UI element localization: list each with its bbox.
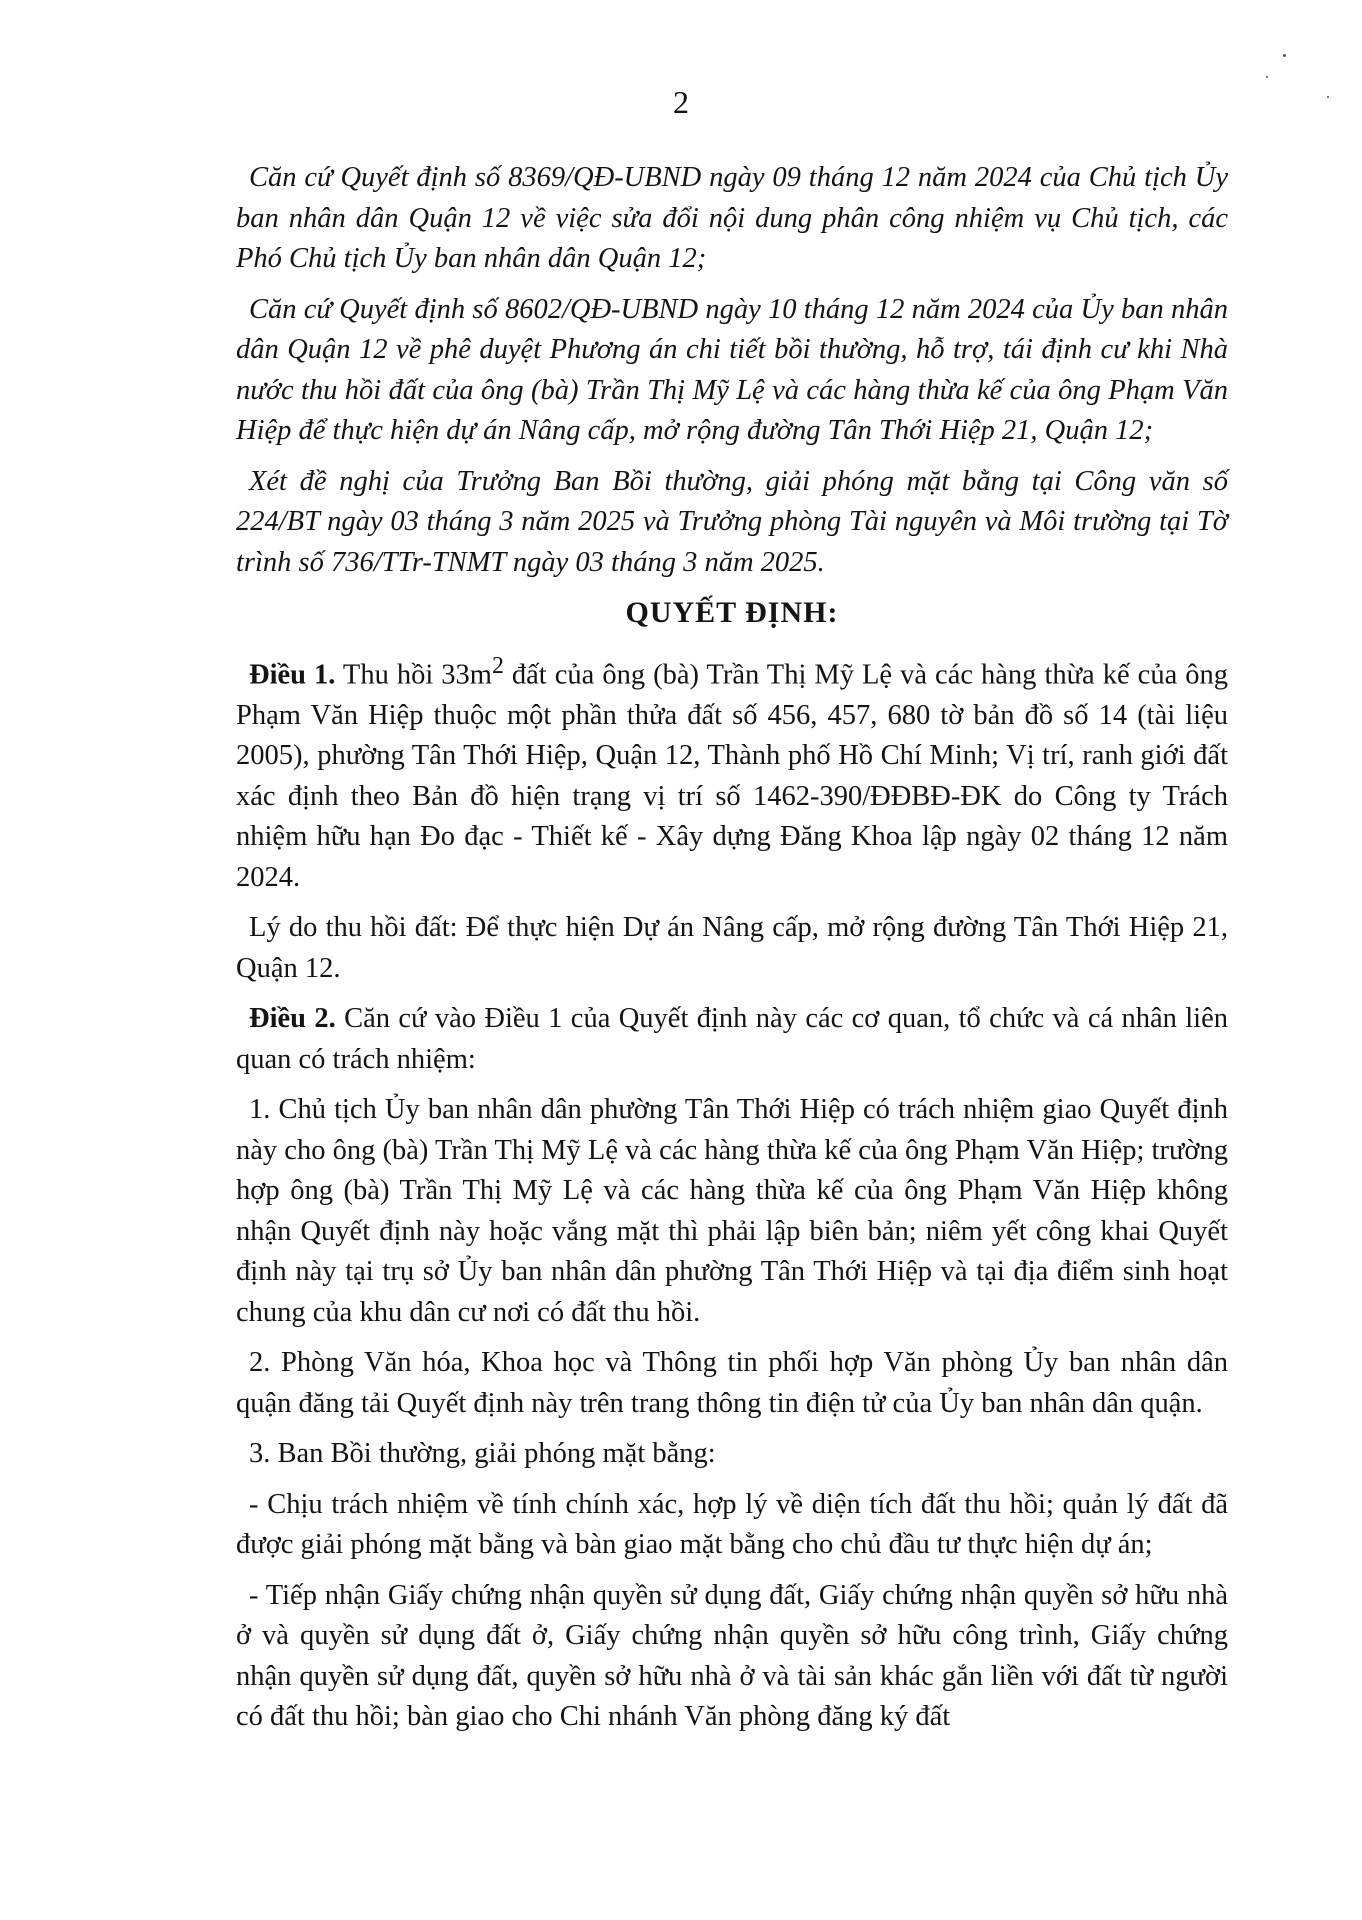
scan-speck <box>1283 54 1286 57</box>
article-2-item: - Chịu trách nhiệm về tính chính xác, hợp lý về diện tích đất thu hồi; quản lý đất đã được giải phóng mặt bằng và bàn giao mặt bằng cho chủ đầu tư thực hiện dự án; <box>236 1488 1228 1560</box>
document-body <box>236 158 1228 1748</box>
article-2-item: 1. Chủ tịch Ủy ban nhân dân phường Tân Thới Hiệp có trách nhiệm giao Quyết định này cho ông (bà) Trần Thị Mỹ Lệ và các hàng thừa kế của ông Phạm Văn Hiệp; trường hợp ông (bà) Trần Thị Mỹ Lệ và các hàng thừa kế của ông Phạm Văn Hiệp không nhận Quyết định này hoặc vắng mặt thì phải lập biên bản; niêm yết công khai Quyết định này tại trụ sở Ủy ban nhân dân phường Tân Thới Hiệp và tại địa điểm sinh hoạt chung của khu dân cư nơi có đất thu hồi. <box>236 1094 1228 1328</box>
scan-speck <box>1266 76 1268 78</box>
article-1-paragraph <box>236 646 1228 899</box>
preamble-paragraph: Xét đề nghị của Trưởng Ban Bồi thường, giải phóng mặt bằng tại Công văn số 224/BT ngày 03 tháng 3 năm 2025 và Trưởng phòng Tài nguyên và Môi trường tại Tờ trình số 736/TTr-TNMT ngày 03 tháng 3 năm 2025. <box>236 465 1228 578</box>
article-2-intro: Căn cứ vào Điều 1 của Quyết định này các cơ quan, tổ chức và cá nhân liên quan có trách nhiệm: <box>236 1003 1229 1075</box>
preamble-paragraph: Căn cứ Quyết định số 8369/QĐ-UBND ngày 09 tháng 12 năm 2024 của Chủ tịch Ủy ban nhân dân Quận 12 về việc sửa đổi nội dung phân công nhiệm vụ Chủ tịch, các Phó Chủ tịch Ủy ban nhân dân Quận 12; <box>236 162 1228 274</box>
article-2-label: Điều 2. <box>249 1003 336 1034</box>
article-1-text: Thu hồi 33m <box>335 659 492 690</box>
article-1-text-cont: đất của ông (bà) Trần Thị Mỹ Lệ và các hàng thừa kế của ông Phạm Văn Hiệp thuộc một phần thửa đất số 456, 457, 680 tờ bản đồ số 14 (tài liệu 2005), phường Tân Thới Hiệp, Quận 12, Thành phố Hồ Chí Minh; Vị trí, ranh giới đất xác định theo Bản đồ hiện trạng vị trí số 1462-390/ĐĐBĐ-ĐK do Công ty Trách nhiệm hữu hạn Đo đạc - Thiết kế - Xây dựng Đăng Khoa lập ngày 02 tháng 12 năm 2024. <box>236 659 1228 893</box>
page-number: 2 <box>673 84 689 120</box>
article-1-label: Điều 1. <box>249 659 336 690</box>
decision-heading: QUYẾT ĐỊNH: <box>625 596 839 629</box>
article-1-reason: Lý do thu hồi đất: Để thực hiện Dự án Nâng cấp, mở rộng đường Tân Thới Hiệp 21, Quận 12. <box>236 912 1228 984</box>
article-2-paragraph <box>236 999 1228 1080</box>
article-2-item: - Tiếp nhận Giấy chứng nhận quyền sử dụng đất, Giấy chứng nhận quyền sở hữu nhà ở và quyền sử dụng đất ở, Giấy chứng nhận quyền sở hữu công trình, Giấy chứng nhận quyền sử dụng đất, quyền sở hữu nhà ở và tài sản khác gắn liền với đất từ người có đất thu hồi; bàn giao cho Chi nhánh Văn phòng đăng ký đất <box>236 1579 1228 1732</box>
area-unit-superscript: 2 <box>491 652 504 679</box>
article-2-item: 2. Phòng Văn hóa, Khoa học và Thông tin phối hợp Văn phòng Ủy ban nhân dân quận đăng tải Quyết định này trên trang thông tin điện tử của Ủy ban nhân dân quận. <box>236 1347 1228 1419</box>
preamble-paragraph: Căn cứ Quyết định số 8602/QĐ-UBND ngày 10 tháng 12 năm 2024 của Ủy ban nhân dân Quận 12 về phê duyệt Phương án chi tiết bồi thường, hỗ trợ, tái định cư khi Nhà nước thu hồi đất của ông (bà) Trần Thị Mỹ Lệ và các hàng thừa kế của ông Phạm Văn Hiệp để thực hiện dự án Nâng cấp, mở rộng đường Tân Thới Hiệp 21, Quận 12; <box>236 293 1228 446</box>
article-2-item: 3. Ban Bồi thường, giải phóng mặt bằng: <box>249 1438 716 1469</box>
